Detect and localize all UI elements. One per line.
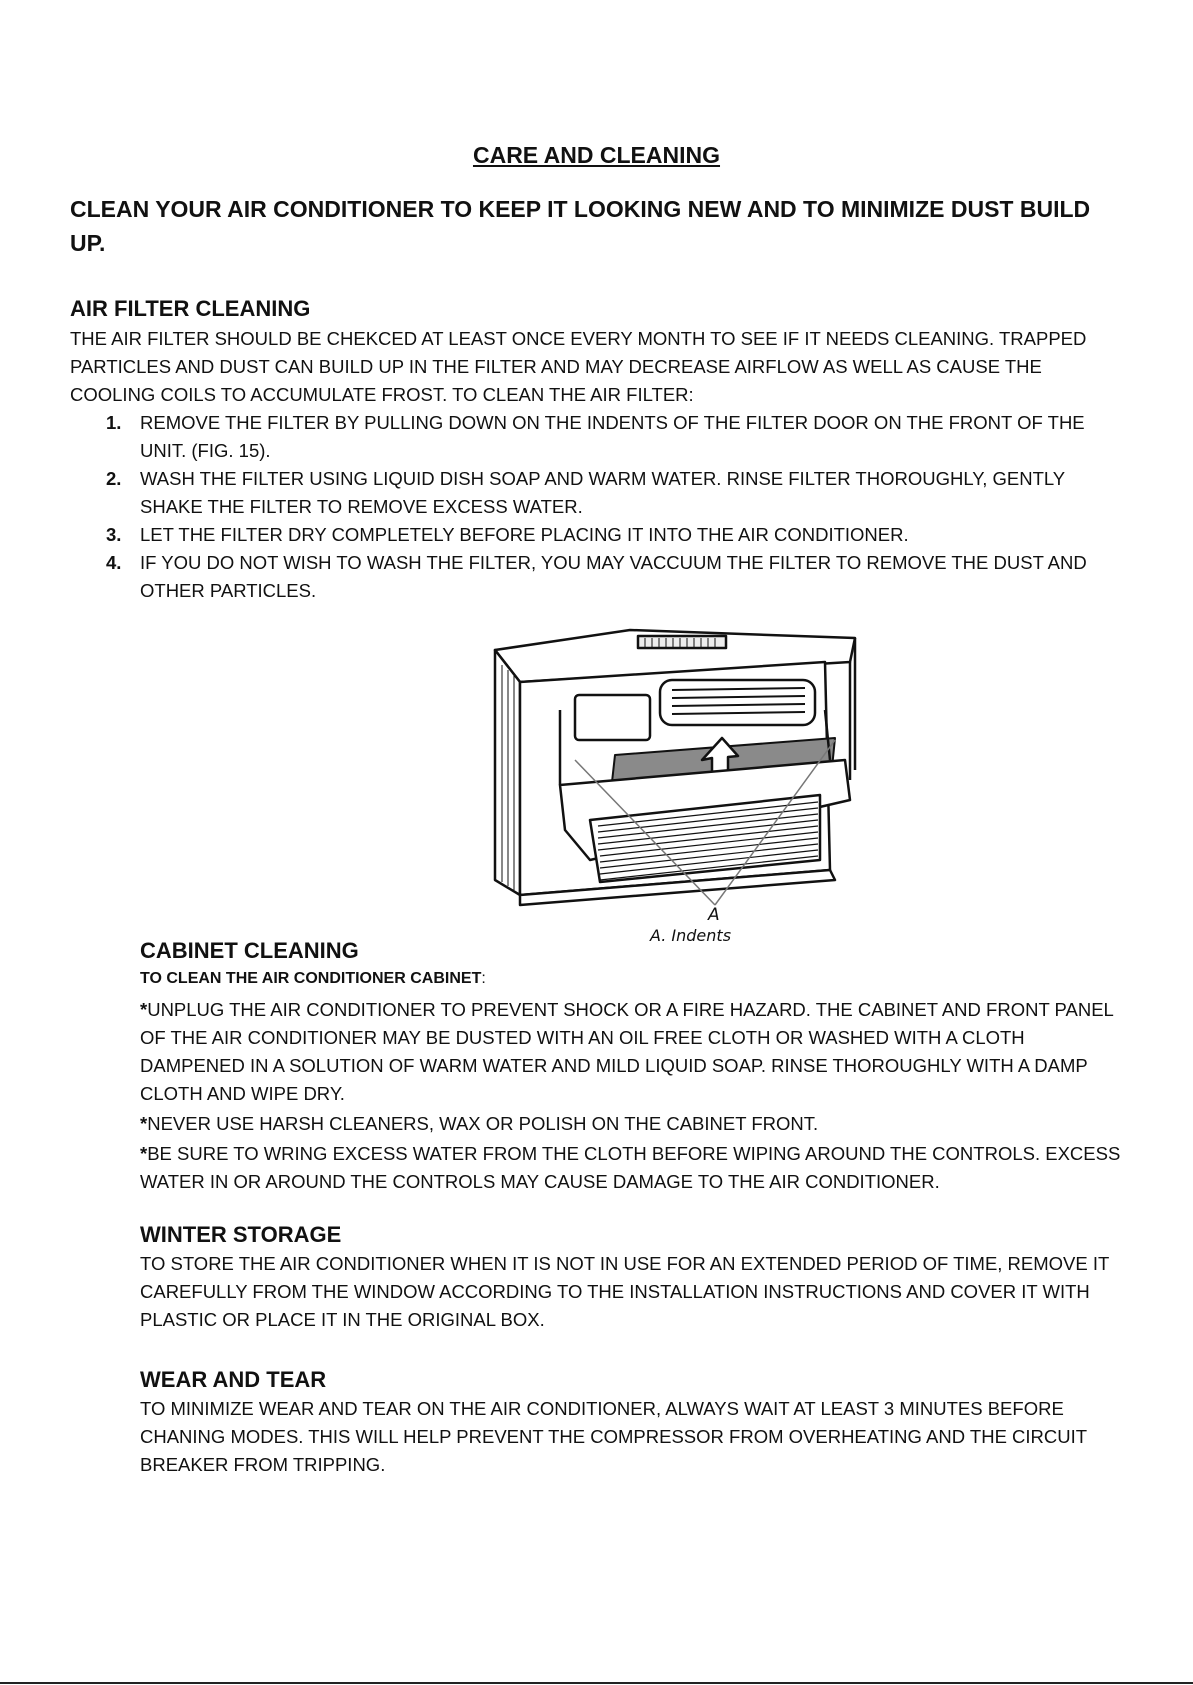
- page-title: CARE AND CLEANING: [472, 142, 721, 168]
- winter-storage-paragraph: TO STORE THE AIR CONDITIONER WHEN IT IS NOT IN USE FOR AN EXTENDED PERIOD OF TIME, REMOVE IT CAREFULLY FROM THE WINDOW ACCORDING TO THE INSTALLATION INSTRUCTIONS AND COVER IT WITH PLASTIC OR PLACE IT IN THE ORIGINAL BOX.: [140, 1253, 1109, 1330]
- winter-storage-heading: WINTER STORAGE: [140, 1222, 342, 1247]
- wear-and-tear-paragraph: TO MINIMIZE WEAR AND TEAR ON THE AIR CONDITIONER, ALWAYS WAIT AT LEAST 3 MINUTES BEFORE CHANING MODES. THIS WILL HELP PREVENT THE COMPRESSOR FROM OVERHEATING AND THE CIRCUIT BREAKER FROM TRIPPING.: [140, 1398, 1087, 1475]
- figure-caption: A. Indents: [650, 926, 732, 945]
- wear-and-tear-section: [140, 1367, 1150, 1479]
- step-number: 1.: [106, 412, 122, 433]
- cabinet-subheading: [140, 964, 1130, 994]
- step-item: [70, 521, 1120, 549]
- bullet-marker: *: [140, 1143, 148, 1164]
- air-filter-paragraph: THE AIR FILTER SHOULD BE CHEKCED AT LEAST ONCE EVERY MONTH TO SEE IF IT NEEDS CLEANING. TRAPPED PARTICLES AND DUST CAN BUILD UP IN THE FILTER AND MAY DECREASE AIRFLOW AS WELL AS CAUSE THE COOLING COILS TO ACCUMULATE FROST. TO CLEAN THE AIR FILTER:: [70, 328, 1087, 405]
- figure-label-letter: A: [708, 905, 720, 925]
- winter-storage-section: [140, 1222, 1130, 1334]
- wear-and-tear-heading: WEAR AND TEAR: [140, 1367, 327, 1392]
- air-conditioner-illustration: [490, 620, 890, 950]
- bullet-marker: *: [140, 999, 148, 1020]
- cabinet-subheading-text: TO CLEAN THE AIR CONDITIONER CABINET: [140, 970, 482, 987]
- cabinet-bullet: [140, 1110, 1130, 1138]
- cabinet-cleaning-section: [140, 938, 1130, 1196]
- step-text: WASH THE FILTER USING LIQUID DISH SOAP AND WARM WATER. RINSE FILTER THOROUGHLY, GENTLY SHAKE THE FILTER TO REMOVE EXCESS WATER.: [140, 468, 1065, 517]
- bullet-text: UNPLUG THE AIR CONDITIONER TO PREVENT SHOCK OR A FIRE HAZARD. THE CABINET AND FRONT PANEL OF THE AIR CONDITIONER MAY BE DUSTED WITH AN OIL FREE CLOTH OR WASHED WITH A CLOTH DAMPENED IN A SOLUTION OF WARM WATER AND MILD LIQUID SOAP. RINSE THOROUGHLY WITH A DAMP CLOTH AND WIPE DRY.: [140, 999, 1114, 1104]
- air-filter-steps: [70, 409, 1120, 605]
- cabinet-bullet: [140, 996, 1130, 1108]
- step-number: 3.: [106, 524, 122, 545]
- intro-statement: CLEAN YOUR AIR CONDITIONER TO KEEP IT LOOKING NEW AND TO MINIMIZE DUST BUILD UP.: [70, 196, 1091, 256]
- step-item: [70, 465, 1120, 521]
- step-number: 4.: [106, 552, 122, 573]
- air-conditioner-figure: [490, 620, 890, 950]
- bottom-divider: [0, 1682, 1193, 1684]
- step-text: IF YOU DO NOT WISH TO WASH THE FILTER, YOU MAY VACCUUM THE FILTER TO REMOVE THE DUST AND OTHER PARTICLES.: [140, 552, 1087, 601]
- step-item: [70, 549, 1120, 605]
- cabinet-subheading-colon: :: [481, 970, 486, 987]
- step-text: LET THE FILTER DRY COMPLETELY BEFORE PLACING IT INTO THE AIR CONDITIONER.: [140, 524, 909, 545]
- cabinet-bullet: [140, 1140, 1130, 1196]
- step-item: [70, 409, 1120, 465]
- cabinet-cleaning-heading: CABINET CLEANING: [140, 938, 359, 963]
- step-text: REMOVE THE FILTER BY PULLING DOWN ON THE INDENTS OF THE FILTER DOOR ON THE FRONT OF THE UNIT. (FIG. 15).: [140, 412, 1085, 461]
- bullet-marker: *: [140, 1113, 148, 1134]
- air-filter-section: [70, 296, 1120, 605]
- step-number: 2.: [106, 468, 122, 489]
- bullet-text: NEVER USE HARSH CLEANERS, WAX OR POLISH ON THE CABINET FRONT.: [147, 1113, 819, 1134]
- bullet-text: BE SURE TO WRING EXCESS WATER FROM THE CLOTH BEFORE WIPING AROUND THE CONTROLS. EXCESS WATER IN OR AROUND THE CONTROLS MAY CAUSE DAMAGE TO THE AIR CONDITIONER.: [140, 1143, 1121, 1192]
- air-filter-heading: AIR FILTER CLEANING: [70, 296, 311, 321]
